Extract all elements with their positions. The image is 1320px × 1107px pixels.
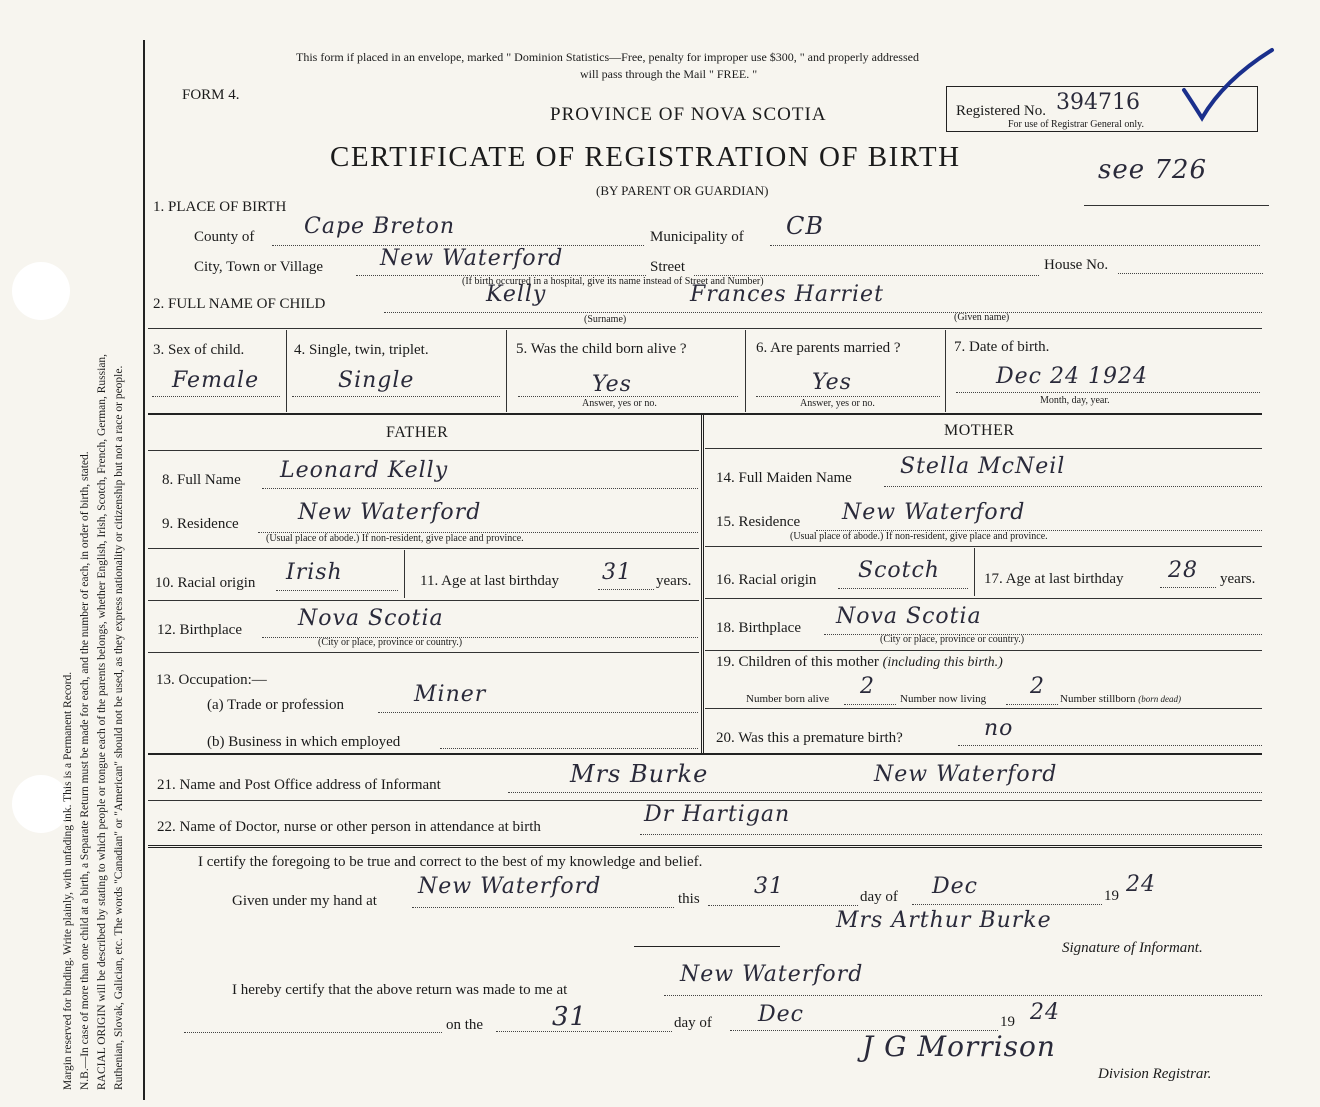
father-racial-line — [276, 590, 398, 591]
mother-city-note: (City or place, province or country.) — [880, 634, 1025, 645]
registrar-signature: J G Morrison — [862, 1030, 1056, 1063]
registrar-day-line — [496, 1031, 672, 1032]
given-name-caption: (Given name) — [954, 312, 1010, 323]
living-value: 2 — [1030, 674, 1045, 699]
given-year-prefix: 19 — [1104, 888, 1119, 904]
separator-rule — [634, 946, 780, 947]
alive-label: 5. Was the child born alive ? — [516, 341, 687, 357]
col-divider-c — [745, 330, 746, 412]
province-heading: PROVINCE OF NOVA SCOTIA — [550, 104, 827, 125]
city-label: City, Town or Village — [194, 259, 324, 275]
born-alive-line — [844, 704, 896, 705]
married-note: Answer, yes or no. — [800, 398, 875, 409]
form-number: FORM 4. — [182, 87, 240, 103]
doctor-label: 22. Name of Doctor, nurse or other person in attendance at birth — [157, 819, 541, 835]
margin-border — [143, 40, 145, 1100]
margin-line-1: Margin reserved for binding. Write plainly, with unfading ink. This is a Permanent Record. — [62, 671, 74, 1090]
postal-notice-1: This form if placed in an envelope, marked " Dominion Statistics—Free, penalty for improper use $300, " and properly addressed — [296, 50, 919, 64]
signature-caption: Signature of Informant. — [1062, 940, 1203, 956]
registered-number: 394716 — [1056, 90, 1140, 115]
surname-caption: (Surname) — [584, 314, 627, 325]
children-label — [716, 654, 1003, 671]
stillborn-label-text: Number stillborn — [1060, 693, 1136, 705]
mother-racial-value: Scotch — [858, 558, 940, 583]
father-racial-divider — [404, 550, 405, 598]
mother-racial-label: 16. Racial origin — [716, 572, 817, 588]
divider-4 — [148, 800, 1262, 801]
hospital-note: (If birth occurred in a hospital, give its name instead of Street and Number) — [462, 276, 764, 287]
parents-divider — [701, 415, 704, 753]
certify-statement: I certify the foregoing to be true and correct to the best of my knowledge and belief. — [198, 854, 703, 870]
day-of-label: day of — [860, 889, 898, 905]
registrar-note: For use of Registrar General only. — [1008, 119, 1144, 130]
trade-label: (a) Trade or profession — [207, 697, 345, 713]
certificate-subtitle: (BY PARENT OR GUARDIAN) — [596, 183, 769, 198]
mother-name-value: Stella McNeil — [900, 454, 1066, 479]
house-line — [1118, 273, 1263, 274]
mother-age-label: 17. Age at last birthday — [984, 571, 1124, 587]
margin-notes — [60, 354, 128, 1090]
mother-birthplace-label: 18. Birthplace — [716, 620, 801, 636]
checkmark-icon — [1180, 46, 1280, 126]
father-age-label: 11. Age at last birthday — [420, 573, 559, 589]
place-of-birth-label: 1. PLACE OF BIRTH — [153, 199, 287, 215]
business-line — [440, 748, 698, 749]
county-label: County of — [194, 229, 255, 245]
father-city-note: (City or place, province or country.) — [318, 637, 463, 648]
divider-5 — [148, 845, 1262, 848]
margin-line-4: Ruthenian, Slovak, Galician, etc. The words "Canadian" or "American" should not be used, as they express nationality or citizenship but not a race or people. — [113, 365, 125, 1090]
child-name-line — [384, 312, 1262, 313]
stillborn-note: (born dead) — [1138, 694, 1181, 704]
child-given-name: Frances Harriet — [690, 282, 884, 307]
col-divider-a — [286, 330, 287, 412]
municipality-value: CB — [786, 212, 824, 240]
given-day: 31 — [754, 874, 784, 899]
father-rule-3 — [148, 652, 699, 653]
single-label: 4. Single, twin, triplet. — [294, 342, 429, 358]
registrar-caption: Division Registrar. — [1098, 1066, 1212, 1082]
father-name-label: 8. Full Name — [162, 472, 241, 488]
dob-value: Dec 24 1924 — [996, 364, 1148, 389]
child-surname: Kelly — [486, 282, 547, 307]
this-label: this — [678, 891, 700, 907]
mother-residence-value: New Waterford — [842, 500, 1026, 525]
on-the-label: on the — [446, 1017, 484, 1033]
informant-signature: Mrs Arthur Burke — [836, 908, 1052, 933]
registrar-statement: I hereby certify that the above return was made to me at — [232, 982, 568, 998]
divider-2 — [148, 413, 1262, 415]
given-place-line — [412, 907, 674, 908]
mother-years-label: years. — [1220, 571, 1256, 587]
father-birthplace-label: 12. Birthplace — [157, 622, 242, 638]
dob-label: 7. Date of birth. — [954, 339, 1050, 355]
reg-year-prefix: 19 — [1000, 1014, 1015, 1030]
registrar-month: Dec — [758, 1002, 804, 1027]
reg-day-of-label: day of — [674, 1015, 712, 1031]
mother-rule-2 — [705, 598, 1262, 599]
col-divider-b — [506, 330, 507, 412]
given-month: Dec — [932, 874, 978, 899]
trade-line — [378, 712, 698, 713]
divider-1 — [148, 328, 1262, 329]
mother-residence-label: 15. Residence — [716, 514, 801, 530]
father-residence-value: New Waterford — [298, 500, 482, 525]
premature-line — [958, 745, 1262, 746]
father-name-line — [262, 488, 698, 489]
mother-age-value: 28 — [1168, 558, 1198, 583]
living-line — [1006, 704, 1058, 705]
mother-age-line — [1160, 587, 1216, 588]
born-alive-value: 2 — [860, 674, 875, 699]
sex-label: 3. Sex of child. — [153, 342, 245, 358]
divider-3 — [148, 753, 1262, 755]
married-label: 6. Are parents married ? — [756, 340, 901, 356]
children-note: (including this birth.) — [882, 655, 1003, 670]
informant-line — [508, 792, 1262, 793]
single-line — [292, 396, 500, 397]
sex-line — [152, 396, 280, 397]
father-years-label: years. — [656, 573, 692, 589]
father-racial-label: 10. Racial origin — [155, 575, 256, 591]
mother-racial-divider — [974, 548, 975, 596]
trade-value: Miner — [414, 682, 487, 707]
registrar-blank-line — [184, 1032, 442, 1033]
informant-address: New Waterford — [874, 762, 1058, 787]
premature-label: 20. Was this a premature birth? — [716, 730, 903, 746]
registered-label: Registered No. — [956, 103, 1046, 119]
given-place: New Waterford — [418, 874, 602, 899]
county-value: Cape Breton — [304, 214, 456, 239]
mother-name-line — [884, 486, 1262, 487]
single-value: Single — [338, 368, 415, 393]
father-age-line — [598, 589, 654, 590]
mother-rule-4 — [705, 708, 1262, 709]
given-under-label: Given under my hand at — [232, 893, 377, 909]
col-divider-d — [945, 330, 946, 412]
annotation: see 726 — [1098, 155, 1208, 185]
city-value: New Waterford — [380, 246, 564, 271]
municipality-line — [770, 245, 1260, 246]
given-month-line — [912, 904, 1102, 905]
father-racial-value: Irish — [286, 560, 343, 585]
married-value: Yes — [812, 370, 852, 395]
given-day-line — [708, 905, 858, 906]
mother-rule-1 — [705, 546, 1262, 547]
registrar-day: 31 — [552, 1002, 588, 1032]
mother-heading: MOTHER — [944, 422, 1015, 439]
married-line — [756, 396, 940, 397]
alive-line — [518, 396, 738, 397]
father-birthplace-value: Nova Scotia — [298, 606, 444, 631]
street-label: Street — [650, 259, 685, 275]
certificate-title: CERTIFICATE OF REGISTRATION OF BIRTH — [330, 141, 961, 173]
punch-hole-top — [12, 262, 70, 320]
sex-value: Female — [172, 368, 260, 393]
premature-value: no — [984, 716, 1014, 741]
informant-label: 21. Name and Post Office address of Informant — [157, 777, 441, 793]
doctor-line — [640, 834, 1262, 835]
mother-name-label: 14. Full Maiden Name — [716, 470, 852, 486]
alive-note: Answer, yes or no. — [582, 398, 657, 409]
given-year-suffix: 24 — [1126, 872, 1156, 897]
mother-abode-note: (Usual place of abode.) If non-resident, give place and province. — [790, 531, 1048, 542]
mother-racial-line — [838, 588, 968, 589]
mother-rule-3 — [705, 650, 1262, 651]
children-label-text: 19. Children of this mother — [716, 654, 879, 670]
mother-heading-rule — [705, 448, 1262, 449]
child-name-label: 2. FULL NAME OF CHILD — [153, 296, 326, 312]
father-rule-1 — [148, 548, 699, 549]
father-heading-rule — [148, 450, 699, 451]
stillborn-label — [1060, 693, 1181, 705]
business-label: (b) Business in which employed — [207, 734, 401, 750]
father-abode-note: (Usual place of abode.) If non-resident, give place and province. — [266, 533, 524, 544]
father-rule-2 — [148, 600, 699, 601]
alive-value: Yes — [592, 372, 632, 397]
reg-year-suffix: 24 — [1030, 1000, 1060, 1025]
dob-line — [956, 392, 1260, 393]
informant-name: Mrs Burke — [570, 760, 709, 788]
father-name-value: Leonard Kelly — [280, 458, 449, 483]
postal-notice-2: will pass through the Mail " FREE. " — [580, 67, 758, 81]
margin-line-3: RACIAL ORIGIN will be described by stating to which people or tongue each of the parents belongs, whether English, Irish, Scotch, French, German, Russian, — [96, 353, 108, 1090]
municipality-label: Municipality of — [650, 229, 744, 245]
father-residence-label: 9. Residence — [162, 516, 239, 532]
dob-note: Month, day, year. — [1040, 395, 1110, 406]
margin-line-2: N.B.—In case of more than one child at a birth, a Separate Return must be made for each, and the number of each, in order of birth, stated. — [79, 451, 91, 1090]
occupation-label: 13. Occupation:— — [156, 672, 267, 688]
house-label: House No. — [1044, 257, 1109, 273]
living-label: Number now living — [900, 693, 987, 705]
mother-birthplace-value: Nova Scotia — [836, 604, 982, 629]
annotation-underline — [1084, 205, 1269, 206]
registrar-place: New Waterford — [680, 962, 864, 987]
doctor-value: Dr Hartigan — [644, 802, 791, 827]
father-age-value: 31 — [602, 560, 632, 585]
born-alive-label: Number born alive — [746, 693, 830, 705]
registrar-place-line — [664, 995, 1262, 996]
father-heading: FATHER — [386, 424, 449, 441]
